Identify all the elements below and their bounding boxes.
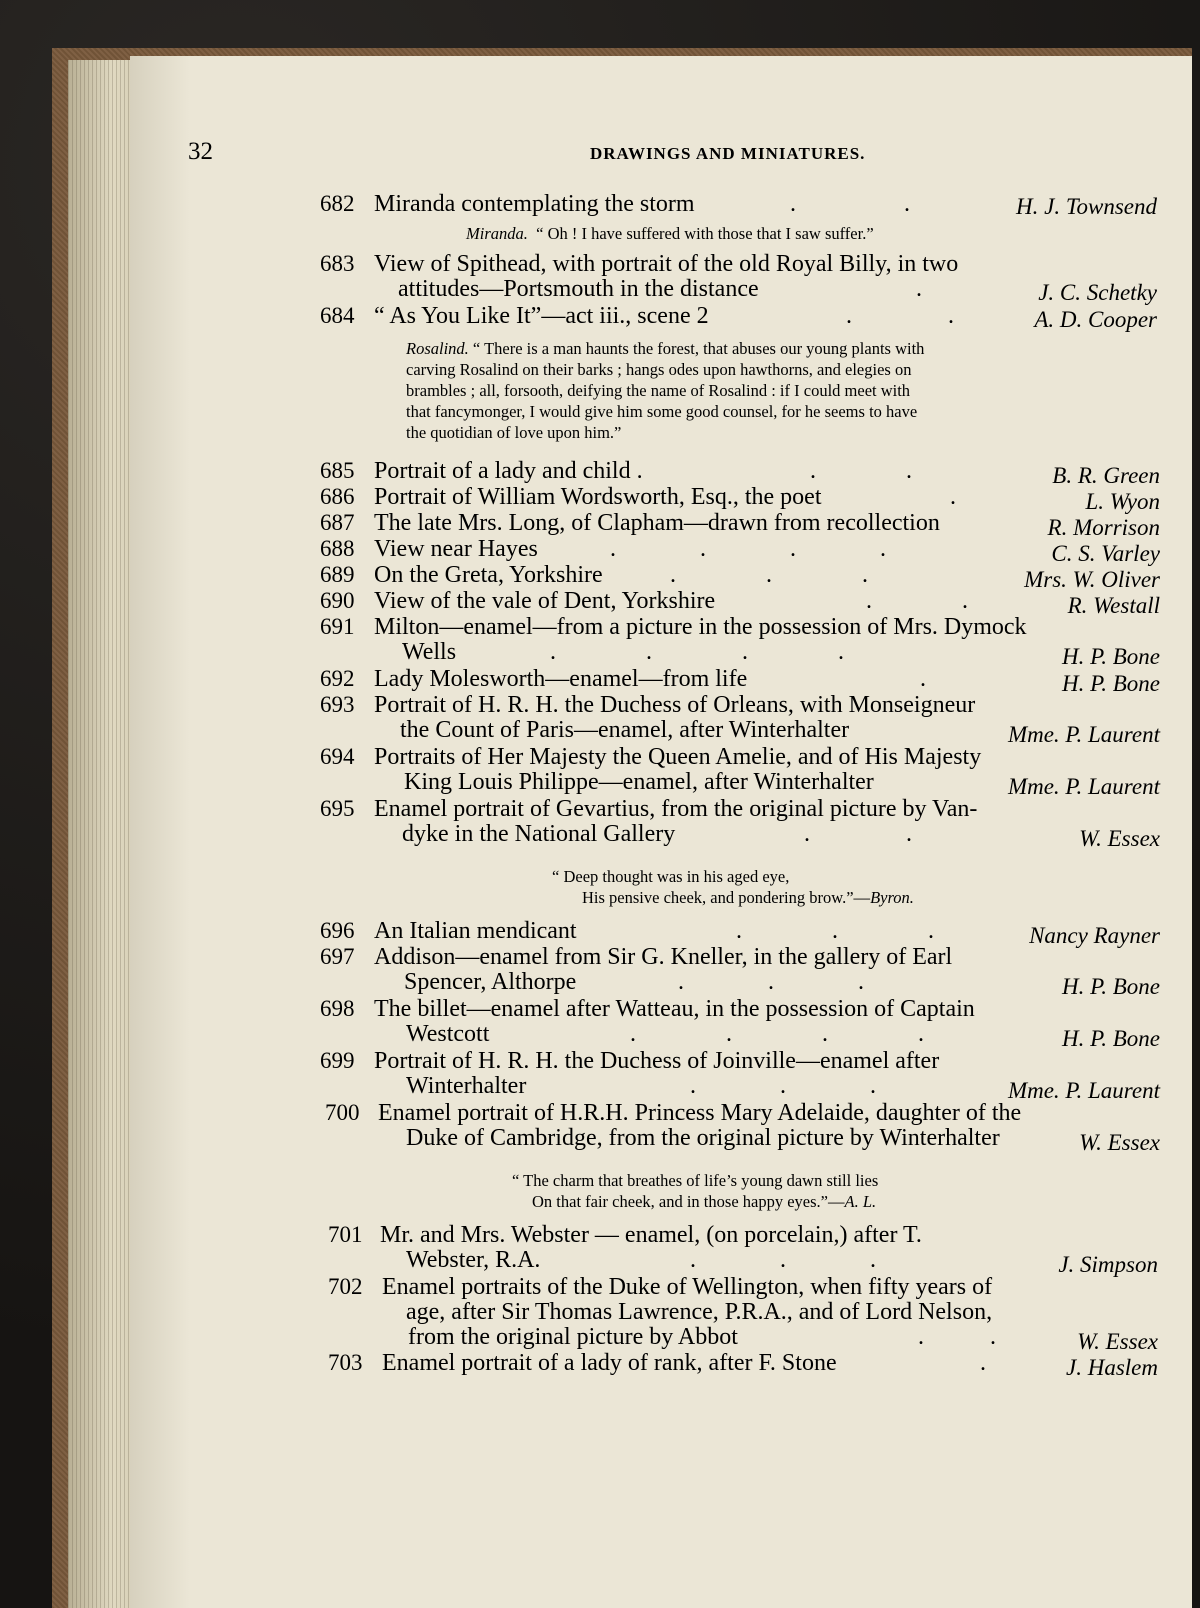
entry-title: Miranda contemplating the storm: [374, 191, 695, 217]
leader-dots: . . . .: [630, 1021, 924, 1047]
leader-dots: . .: [810, 458, 912, 484]
leader-dots: . . . .: [550, 639, 844, 665]
entry-number: 697: [320, 944, 355, 969]
entry-title-cont: Westcott: [406, 1021, 490, 1047]
artist-name: Nancy Rayner: [1029, 923, 1160, 948]
entry-number: 692: [320, 666, 355, 691]
entry-title: View of the vale of Dent, Yorkshire: [374, 588, 716, 614]
entry-number: 688: [320, 536, 355, 561]
entry-number: 693: [320, 692, 355, 717]
artist-name: H. P. Bone: [1062, 974, 1160, 999]
entry-title-cont: Wells: [402, 639, 457, 665]
artist-name: H. P. Bone: [1062, 1026, 1160, 1051]
entry-number: 702: [328, 1274, 363, 1299]
entry-title: Mr. and Mrs. Webster — enamel, (on porcelain,) after T.: [380, 1222, 922, 1248]
entry-title: Milton—enamel—from a picture in the possession of Mrs. Dymock: [374, 614, 1027, 640]
leader-dots: . .: [918, 1324, 996, 1350]
entry-number: 696: [320, 918, 355, 943]
entry-number: 694: [320, 744, 355, 769]
entry-title-cont: attitudes—Portsmouth in the distance: [398, 276, 759, 302]
entry-title: On the Greta, Yorkshire: [374, 562, 603, 588]
entry-number: 684: [320, 303, 355, 328]
leader-dots: . . .: [670, 562, 868, 588]
quote-700: [512, 1170, 878, 1212]
artist-name: A. D. Cooper: [1034, 307, 1157, 332]
quote-attribution: Byron.: [870, 888, 914, 907]
entry-title: An Italian mendicant: [374, 918, 577, 944]
leader-dots: .: [980, 1350, 986, 1376]
running-title: DRAWINGS AND MINIATURES.: [590, 144, 866, 163]
leader-dots: . . .: [690, 1073, 876, 1099]
quote-line: brambles ; all, forsooth, deifying the name of Rosalind : if I could meet with: [406, 381, 911, 400]
entry-title: View near Hayes: [374, 536, 538, 562]
leader-dots: . .: [846, 303, 954, 329]
artist-name: H. P. Bone: [1062, 644, 1160, 669]
artist-name: Mme. P. Laurent: [1007, 774, 1160, 799]
entry-title: “ As You Like It”—act iii., scene 2: [374, 303, 709, 329]
artist-name: W. Essex: [1079, 1130, 1160, 1155]
entry-title: Enamel portrait of H.R.H. Princess Mary Adelaide, daughter of the: [378, 1100, 1022, 1126]
running-head: [188, 138, 888, 174]
quote-line: that fancymonger, I would give him some good counsel, for he seems to have: [406, 402, 918, 421]
entry-title: Lady Molesworth—enamel—from life: [374, 666, 748, 692]
artist-name: C. S. Varley: [1051, 541, 1160, 566]
artist-name: Mrs. W. Oliver: [1024, 567, 1160, 592]
entry-title-cont: the Count of Paris—enamel, after Winterhalter: [400, 717, 850, 743]
entry-title: View of Spithead, with portrait of the old Royal Billy, in two: [374, 251, 959, 277]
leader-dots: . .: [866, 588, 968, 614]
entry-number: 703: [328, 1350, 363, 1375]
entry-title-cont: Spencer, Althorpe: [404, 969, 577, 995]
entry-title: Enamel portrait of a lady of rank, after F. Stone: [382, 1350, 837, 1376]
quote-line: “ Oh ! I have suffered with those that I saw suffer.”: [536, 224, 874, 243]
entry-number: 685: [320, 458, 355, 483]
artist-name: H. J. Townsend: [1016, 194, 1157, 219]
artist-name: W. Essex: [1077, 1329, 1158, 1354]
entry-title: Portrait of H. R. H. the Duchess of Orleans, with Monseigneur: [374, 692, 976, 718]
entry-title: Enamel portraits of the Duke of Wellington, when fifty years of: [382, 1274, 993, 1300]
artist-name: R. Westall: [1067, 593, 1160, 618]
entry-number: 689: [320, 562, 355, 587]
entry-title: The late Mrs. Long, of Clapham—drawn from recollection: [374, 510, 940, 536]
leader-dots: . . .: [736, 918, 934, 944]
quote-line: the quotidian of love upon him.”: [406, 423, 622, 442]
entry-title-cont: Winterhalter: [406, 1073, 527, 1099]
artist-name: Mme. P. Laurent: [1007, 1078, 1160, 1103]
entry-number: 690: [320, 588, 355, 613]
artist-name: Mme. P. Laurent: [1007, 722, 1160, 747]
artist-name: W. Essex: [1079, 826, 1160, 851]
quote-line: “ The charm that breathes of life’s young dawn still lies: [512, 1171, 879, 1190]
quote-attribution: A. L.: [844, 1192, 877, 1211]
entry-title: Portrait of H. R. H. the Duchess of Joinville—enamel after: [374, 1048, 940, 1074]
entry-title: Portraits of Her Majesty the Queen Amelie, and of His Majesty: [374, 744, 982, 770]
leader-dots: . . .: [690, 1247, 876, 1273]
entry-number: 699: [320, 1048, 355, 1073]
entry-title: Addison—enamel from Sir G. Kneller, in the gallery of Earl: [374, 944, 953, 970]
artist-name: R. Morrison: [1047, 515, 1160, 540]
entry-number: 700: [325, 1100, 360, 1125]
entry-number: 698: [320, 996, 355, 1021]
entry-title-cont: dyke in the National Gallery: [402, 821, 676, 847]
entry-number: 687: [320, 510, 355, 535]
quote-line: His pensive cheek, and pondering brow.”—: [582, 888, 871, 907]
leader-dots: .: [920, 666, 926, 692]
leader-dots: . . . .: [610, 536, 886, 562]
entry-number: 682: [320, 191, 355, 216]
page-number: 32: [188, 138, 213, 165]
leader-dots: . .: [790, 191, 910, 217]
entry-title-cont: from the original picture by Abbot: [408, 1324, 738, 1350]
entry-number: 683: [320, 251, 355, 276]
quote-line: carving Rosalind on their barks ; hangs odes upon hawthorns, and elegies on: [406, 360, 912, 379]
quote-speaker: Miranda.: [466, 224, 528, 243]
leader-dots: .: [916, 276, 922, 302]
entry-number: 695: [320, 796, 355, 821]
entry-number: 686: [320, 484, 355, 509]
quote-695: [552, 866, 914, 908]
entry-number: 701: [328, 1222, 363, 1247]
entry-title: Portrait of a lady and child .: [374, 458, 643, 484]
quote-line: On that fair cheek, and in those happy eyes.”—: [532, 1192, 845, 1211]
artist-name: L. Wyon: [1085, 489, 1160, 514]
entry-title: Enamel portrait of Gevartius, from the original picture by Van-: [374, 796, 978, 822]
leader-dots: .: [950, 484, 956, 510]
quote-684: [406, 338, 924, 443]
quote-682: [466, 223, 874, 244]
artist-name: J. Simpson: [1058, 1252, 1158, 1277]
leader-dots: . .: [804, 821, 912, 847]
entry-title-cont: age, after Sir Thomas Lawrence, P.R.A., and of Lord Nelson,: [406, 1299, 993, 1325]
artist-name: H. P. Bone: [1062, 671, 1160, 696]
entry-number: 691: [320, 614, 355, 639]
artist-name: B. R. Green: [1052, 463, 1160, 488]
artist-name: J. C. Schetky: [1038, 280, 1157, 305]
quote-line: “ There is a man haunts the forest, that abuses our young plants with: [472, 339, 925, 358]
entry-title: The billet—enamel after Watteau, in the possession of Captain: [374, 996, 975, 1022]
artist-name: J. Haslem: [1066, 1355, 1158, 1380]
entry-title-cont: Webster, R.A.: [406, 1247, 541, 1273]
entry-title-cont: King Louis Philippe—enamel, after Winterhalter: [404, 769, 874, 795]
leader-dots: . . .: [678, 969, 864, 995]
entry-title-cont: Duke of Cambridge, from the original picture by Winterhalter: [406, 1125, 1000, 1151]
quote-line: “ Deep thought was in his aged eye,: [552, 867, 790, 886]
entry-title: Portrait of William Wordsworth, Esq., the poet: [374, 484, 822, 510]
quote-speaker: Rosalind.: [406, 339, 469, 358]
